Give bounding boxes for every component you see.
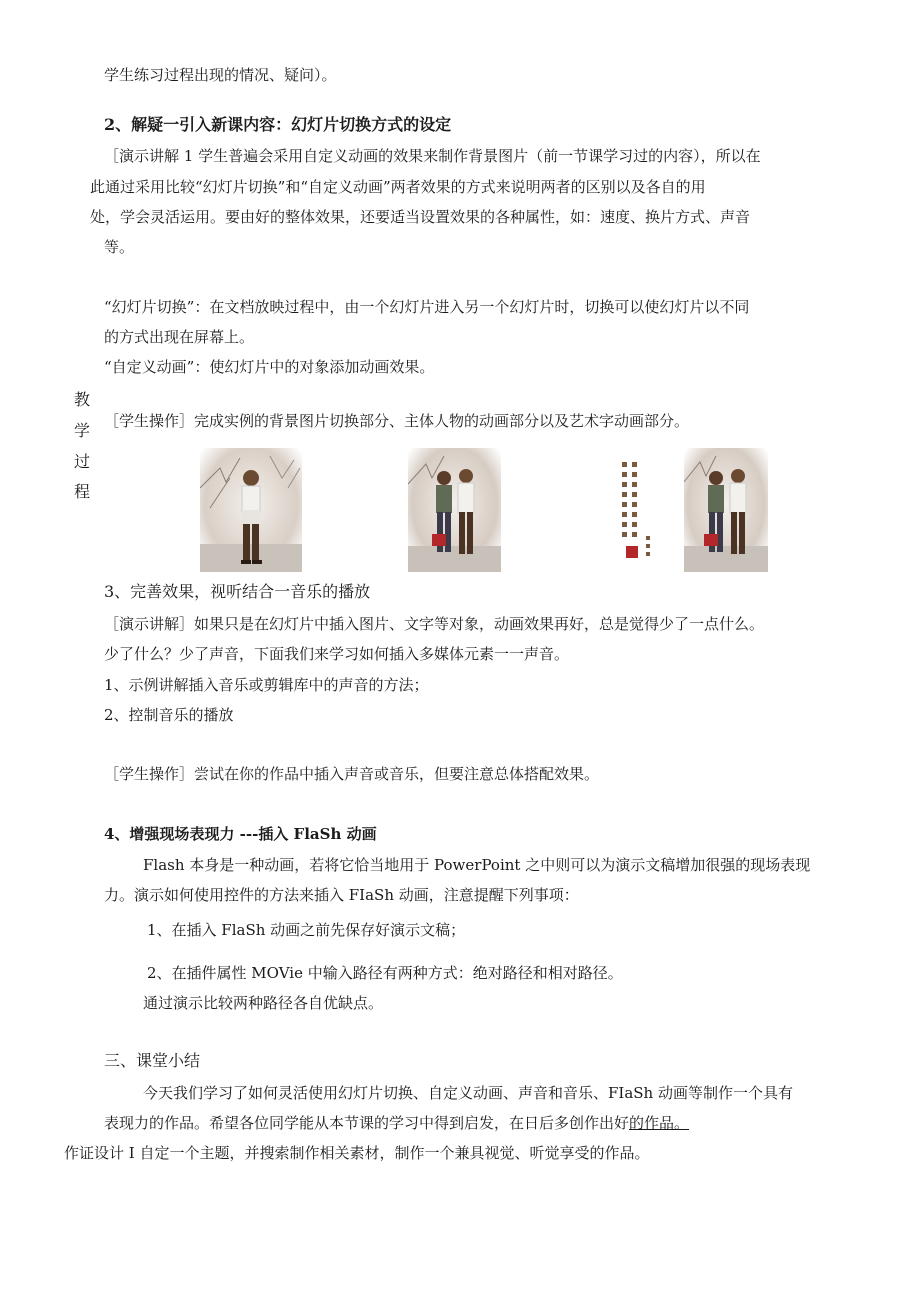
section-heading-4: 4、增强现场表现力 ---插入 FlaSh 动画	[104, 825, 377, 843]
text-line-21: 2、在插件属性 MOVie 中输入路径有两种方式：绝对路径和相对路径。	[147, 964, 623, 982]
text-line-24: 今天我们学习了如何灵活使用幻灯片切换、自定义动画、声音和音乐、FIaSh 动画等制作一个具有	[143, 1084, 793, 1102]
text-line-20: 1、在插入 FlaSh 动画之前先保存好演示文稿；	[147, 921, 466, 939]
text-line-5: 处，学会灵活运用。要由好的整体效果，还要适当设置效果的各种属性，如：速度、换片方式、声音	[90, 208, 751, 226]
text-line-14: 1、示例讲解插入音乐或剪辑库中的声音的方法；	[104, 676, 429, 694]
text-line-16: ［学生操作］尝试在你的作品中插入声音或音乐，但要注意总体搭配效果。	[104, 765, 600, 783]
text-line-10: ［学生操作］完成实例的背景图片切换部分、主体人物的动画部分以及艺术字动画部分。	[104, 412, 690, 430]
text-line-1: 学生练习过程出现的情况、疑问）。	[104, 66, 337, 84]
text-line-6: 等。	[104, 238, 135, 256]
slide-photo-4	[684, 448, 768, 572]
slide-photo-1	[200, 448, 302, 572]
text-line-25-underlined: 的作品。	[629, 1114, 690, 1132]
side-label-2: 学	[74, 421, 91, 440]
text-line-13: 少了什么？少了声音，下面我们来学习如何插入多媒体元素一一声音。	[104, 645, 570, 663]
text-line-19: 力。演示如何使用控件的方法来插入 FIaSh 动画，注意提醒下列事项：	[104, 886, 579, 904]
section-heading-summary: 三、课堂小结	[104, 1051, 201, 1070]
text-line-4: 此通过采用比较“幻灯片切换”和“自定义动画”两者效果的方式来说明两者的区别以及各自的用	[90, 178, 706, 196]
section-heading-2: 2、解疑一引入新课内容：幻灯片切换方式的设定	[104, 115, 452, 134]
side-label-1: 教	[74, 390, 91, 409]
side-label-4: 程	[74, 482, 91, 501]
slide-photo-2	[408, 448, 501, 572]
text-line-25-main: 表现力的作品。希望各位同学能从本节课的学习中得到启发，在日后多创作出好	[104, 1114, 630, 1132]
text-line-25	[104, 1113, 689, 1133]
text-line-8: 的方式出现在屏幕上。	[104, 328, 255, 346]
text-line-12: ［演示讲解］如果只是在幻灯片中插入图片、文字等对象，动画效果再好，总是觉得少了一点什么。	[104, 615, 765, 633]
side-label-3: 过	[74, 452, 91, 471]
text-line-18: Flash 本身是一种动画，若将它恰当地用于 PowerPoint 之中则可以为演示文稿增加很强的现场表现	[143, 856, 811, 874]
text-line-7: “幻灯片切换”：在文档放映过程中，由一个幻灯片进入另一个幻灯片时，切换可以使幻灯片以不同	[104, 298, 750, 316]
text-line-9: “自定义动画”：使幻灯片中的对象添加动画效果。	[104, 358, 435, 376]
slide-arttext-3	[612, 458, 660, 570]
text-line-22: 通过演示比较两种路径各自优缺点。	[143, 994, 384, 1012]
section-heading-3: 3、完善效果，视听结合一音乐的播放	[104, 582, 371, 601]
text-line-3: ［演示讲解 1 学生普遍会采用自定义动画的效果来制作背景图片（前一节课学习过的内容），所以在	[104, 147, 761, 165]
homework-line: 作证设计 I 自定一个主题，并搜索制作相关素材，制作一个兼具视觉、听觉享受的作品。	[64, 1144, 650, 1162]
text-line-15: 2、控制音乐的播放	[104, 706, 234, 724]
